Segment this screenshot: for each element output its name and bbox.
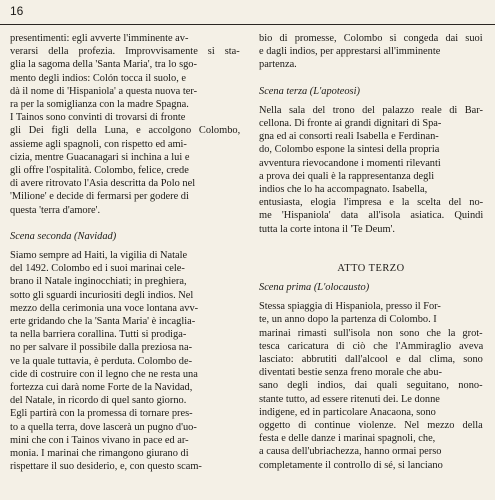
text-line: rispettare il suo desiderio, e, con questo scam- — [10, 461, 202, 473]
text-line: tutta la corte intona il 'Te Deum'. — [259, 223, 396, 235]
text-line: cellona. Di fronte ai grandi dignitari di Spa- — [259, 118, 442, 130]
text-line: tesca caricatura di ciò che l'Ammiraglio aveva — [259, 340, 483, 352]
text-line: cizia, mentre Guacanagari si inchina a lui e — [10, 151, 190, 163]
text-line: marinai rimasti sull'isola non sono che la grot- — [259, 327, 483, 339]
text-line: monia. I marinai che rimangono giurano di — [10, 448, 189, 460]
text-line: del Natale, in ricordo di quel santo giorno. — [10, 395, 187, 407]
text-line: presentimenti: egli avverte l'imminente av- — [10, 33, 189, 44]
text-line: avventura rievocandone i momenti rilevanti — [259, 157, 441, 169]
text-line: fortezza cui darà nome Forte de la Navidad, — [10, 382, 193, 394]
text-line: Egli partirà con la promessa di tornare pres- — [10, 408, 193, 420]
text-line: do, Colombo espone la sintesi della propria — [259, 144, 440, 156]
text-line: questa 'terra d'amore'. — [10, 204, 101, 216]
scene-heading-navidad: Scena seconda (Navidad) — [10, 230, 117, 242]
text-line: a prova dei quali è la rappresentanza degli — [259, 170, 435, 182]
text-line: e dagli indios, per apprestarsi all'imminente — [259, 46, 441, 58]
paragraph-farewell — [259, 32, 483, 72]
text-line: entusiasta, elogia l'impresa e la scelta del no- — [259, 197, 483, 209]
text-line: bio di promesse, Colombo si congeda dai suoi — [259, 33, 483, 44]
left-column — [10, 32, 240, 500]
text-line: to a quella terra, dove lascerà un pugno d'uo- — [10, 421, 197, 433]
text-line: di avere ritrovato l'Asia descritta da Polo nel — [10, 178, 196, 190]
text-line: mento degli indios: Colón tocca il suolo, e — [10, 72, 187, 84]
text-line: glia la sagoma della 'Santa Maria', tra lo sgo- — [10, 59, 197, 71]
page-number: 16 — [10, 4, 24, 18]
text-line: partenza. — [259, 59, 297, 71]
text-line: oggetto di continue violenze. Nel mezzo della — [259, 420, 483, 432]
text-line: ra per la somiglianza con la madre Spagna. — [10, 99, 189, 111]
text-line: erte gridando che la 'Santa Maria' è incaglia- — [10, 316, 196, 328]
text-line: gli Dei figli della Luna, e accolgono Colombo, — [10, 125, 240, 137]
act-title: ATTO TERZO — [337, 262, 405, 274]
text-line: mezzo della cerimonia una voce lontana avv- — [10, 302, 199, 314]
text-line: del 1492. Colombo ed i suoi marinai cele- — [10, 263, 185, 275]
text-line: stante tutto, ad essere ritenuti dei. Le donne — [259, 393, 440, 405]
text-line: Stessa spiaggia di Hispaniola, presso il For- — [259, 301, 441, 313]
text-line: te, un anno dopo la partenza di Colombo. I — [259, 314, 437, 326]
scene-heading-apoteosi: Scena terza (L'apoteosi) — [259, 85, 360, 97]
text-line: indigene, ed in particolare Anacaona, sono — [259, 406, 436, 418]
text-line: festa e delle danze i marinai spagnoli, che, — [259, 433, 436, 445]
text-line: completamente il controllo di sé, si lanciano — [259, 459, 443, 471]
text-line: Siamo sempre ad Haiti, la vigilia di Natale — [10, 250, 188, 262]
text-line: 'Milione' e decide di fermarsi per godere di — [10, 191, 189, 203]
text-line: diventati bestie senza freno morale che abu- — [259, 367, 442, 379]
text-line: gli offre l'ospitalità. Colombo, felice, crede — [10, 165, 189, 177]
text-line: me 'Hispaniola' data all'isola asiatica. Quindi — [259, 210, 483, 222]
text-line: cide di costruire con il legno che ne resta una — [10, 368, 198, 380]
paragraph-navidad — [10, 249, 240, 473]
text-line: ta nella barriera corallina. Tutti si prodiga- — [10, 329, 187, 341]
text-line: a causa dell'ubriachezza, hanno ormai perso — [259, 446, 442, 458]
text-line: sotto gli sguardi incuriositi degli indios. Nel — [10, 289, 194, 301]
scene-heading-olocausto: Scena prima (L'olocausto) — [259, 282, 370, 294]
text-line: sano degli indios, dai quali seguitano, nono- — [259, 380, 483, 392]
text-line: gna ed ai consorti reali Isabella e Ferdinan- — [259, 131, 439, 143]
paragraph-apoteosi — [259, 104, 483, 236]
text-line: mini che con i Tainos vivano in pace ed ar- — [10, 434, 189, 446]
text-line: lasciato: abbrutiti dall'alcool e dal clima, sono — [259, 354, 483, 366]
text-line: no per salvare il possibile dalla preziosa na- — [10, 342, 193, 354]
text-line: indios che lo ha accompagnato. Isabella, — [259, 184, 428, 196]
text-line: verarsi della profezia. Improvvisamente si sta- — [10, 46, 240, 58]
text-line: brano il Natale inginocchiati; in preghiera, — [10, 276, 187, 288]
right-column — [259, 32, 483, 500]
text-line: ve la quale tuttavia, è perduta. Colombo de- — [10, 355, 193, 367]
text-line: Nella sala del trono del palazzo reale di Bar- — [259, 104, 483, 116]
text-line: I Tainos sono convinti di trovarsi di fronte — [10, 112, 186, 124]
paragraph-olocausto — [259, 300, 483, 472]
paragraph-prologue-continued — [10, 32, 240, 217]
header-rule — [0, 24, 495, 25]
text-line: assieme agli spagnoli, con rispetto ed ami- — [10, 138, 187, 150]
text-line: dà il nome di 'Hispaniola' a questa nuova ter- — [10, 85, 198, 97]
